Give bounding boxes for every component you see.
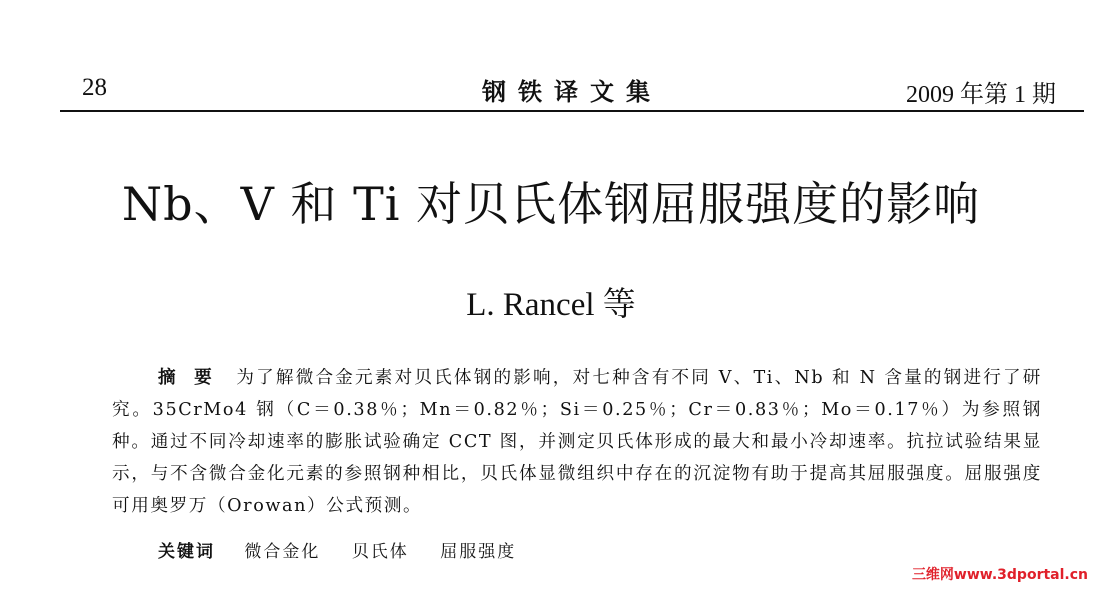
running-header bbox=[60, 68, 1084, 108]
keywords-label: 关键词 bbox=[158, 542, 215, 562]
keywords bbox=[158, 537, 540, 562]
abstract-label: 摘要 bbox=[158, 368, 231, 388]
site-watermark: 三维网www.3dportal.cn bbox=[911, 567, 1088, 583]
journal-name: 钢铁译文集 bbox=[482, 78, 662, 106]
keyword: 微合金化 bbox=[244, 542, 321, 562]
issue-label: 2009 年第 1 期 bbox=[906, 82, 1056, 108]
article-title: Nb、V 和 Ti 对贝氏体钢屈服强度的影响 bbox=[121, 177, 981, 231]
article-author: L. Rancel 等 bbox=[466, 287, 636, 323]
abstract bbox=[112, 362, 1042, 522]
keyword: 屈服强度 bbox=[440, 542, 517, 562]
abstract-text: 为了解微合金元素对贝氏体钢的影响，对七种含有不同 V、Ti、Nb 和 N 含量的钢进行了研究。35CrMo4 钢（C＝0.38％；Mn＝0.82％；Si＝0.25％；Cr＝0.83％；Mo＝0.17％）为参照钢种。通过不同冷却速率的膨胀试验确定 CCT 图，并测定贝氏体形成的最大和最小冷却速率。抗拉试验结果显示，与不含微合金化元素的参照钢种相比，贝氏体显微组织中存在的沉淀物有助于提高其屈服强度。屈服强度可用奥罗万（Orowan）公式预测。 bbox=[112, 368, 1042, 516]
header-rule bbox=[60, 110, 1084, 112]
keyword: 贝氏体 bbox=[351, 542, 409, 562]
page-number: 28 bbox=[82, 74, 107, 101]
